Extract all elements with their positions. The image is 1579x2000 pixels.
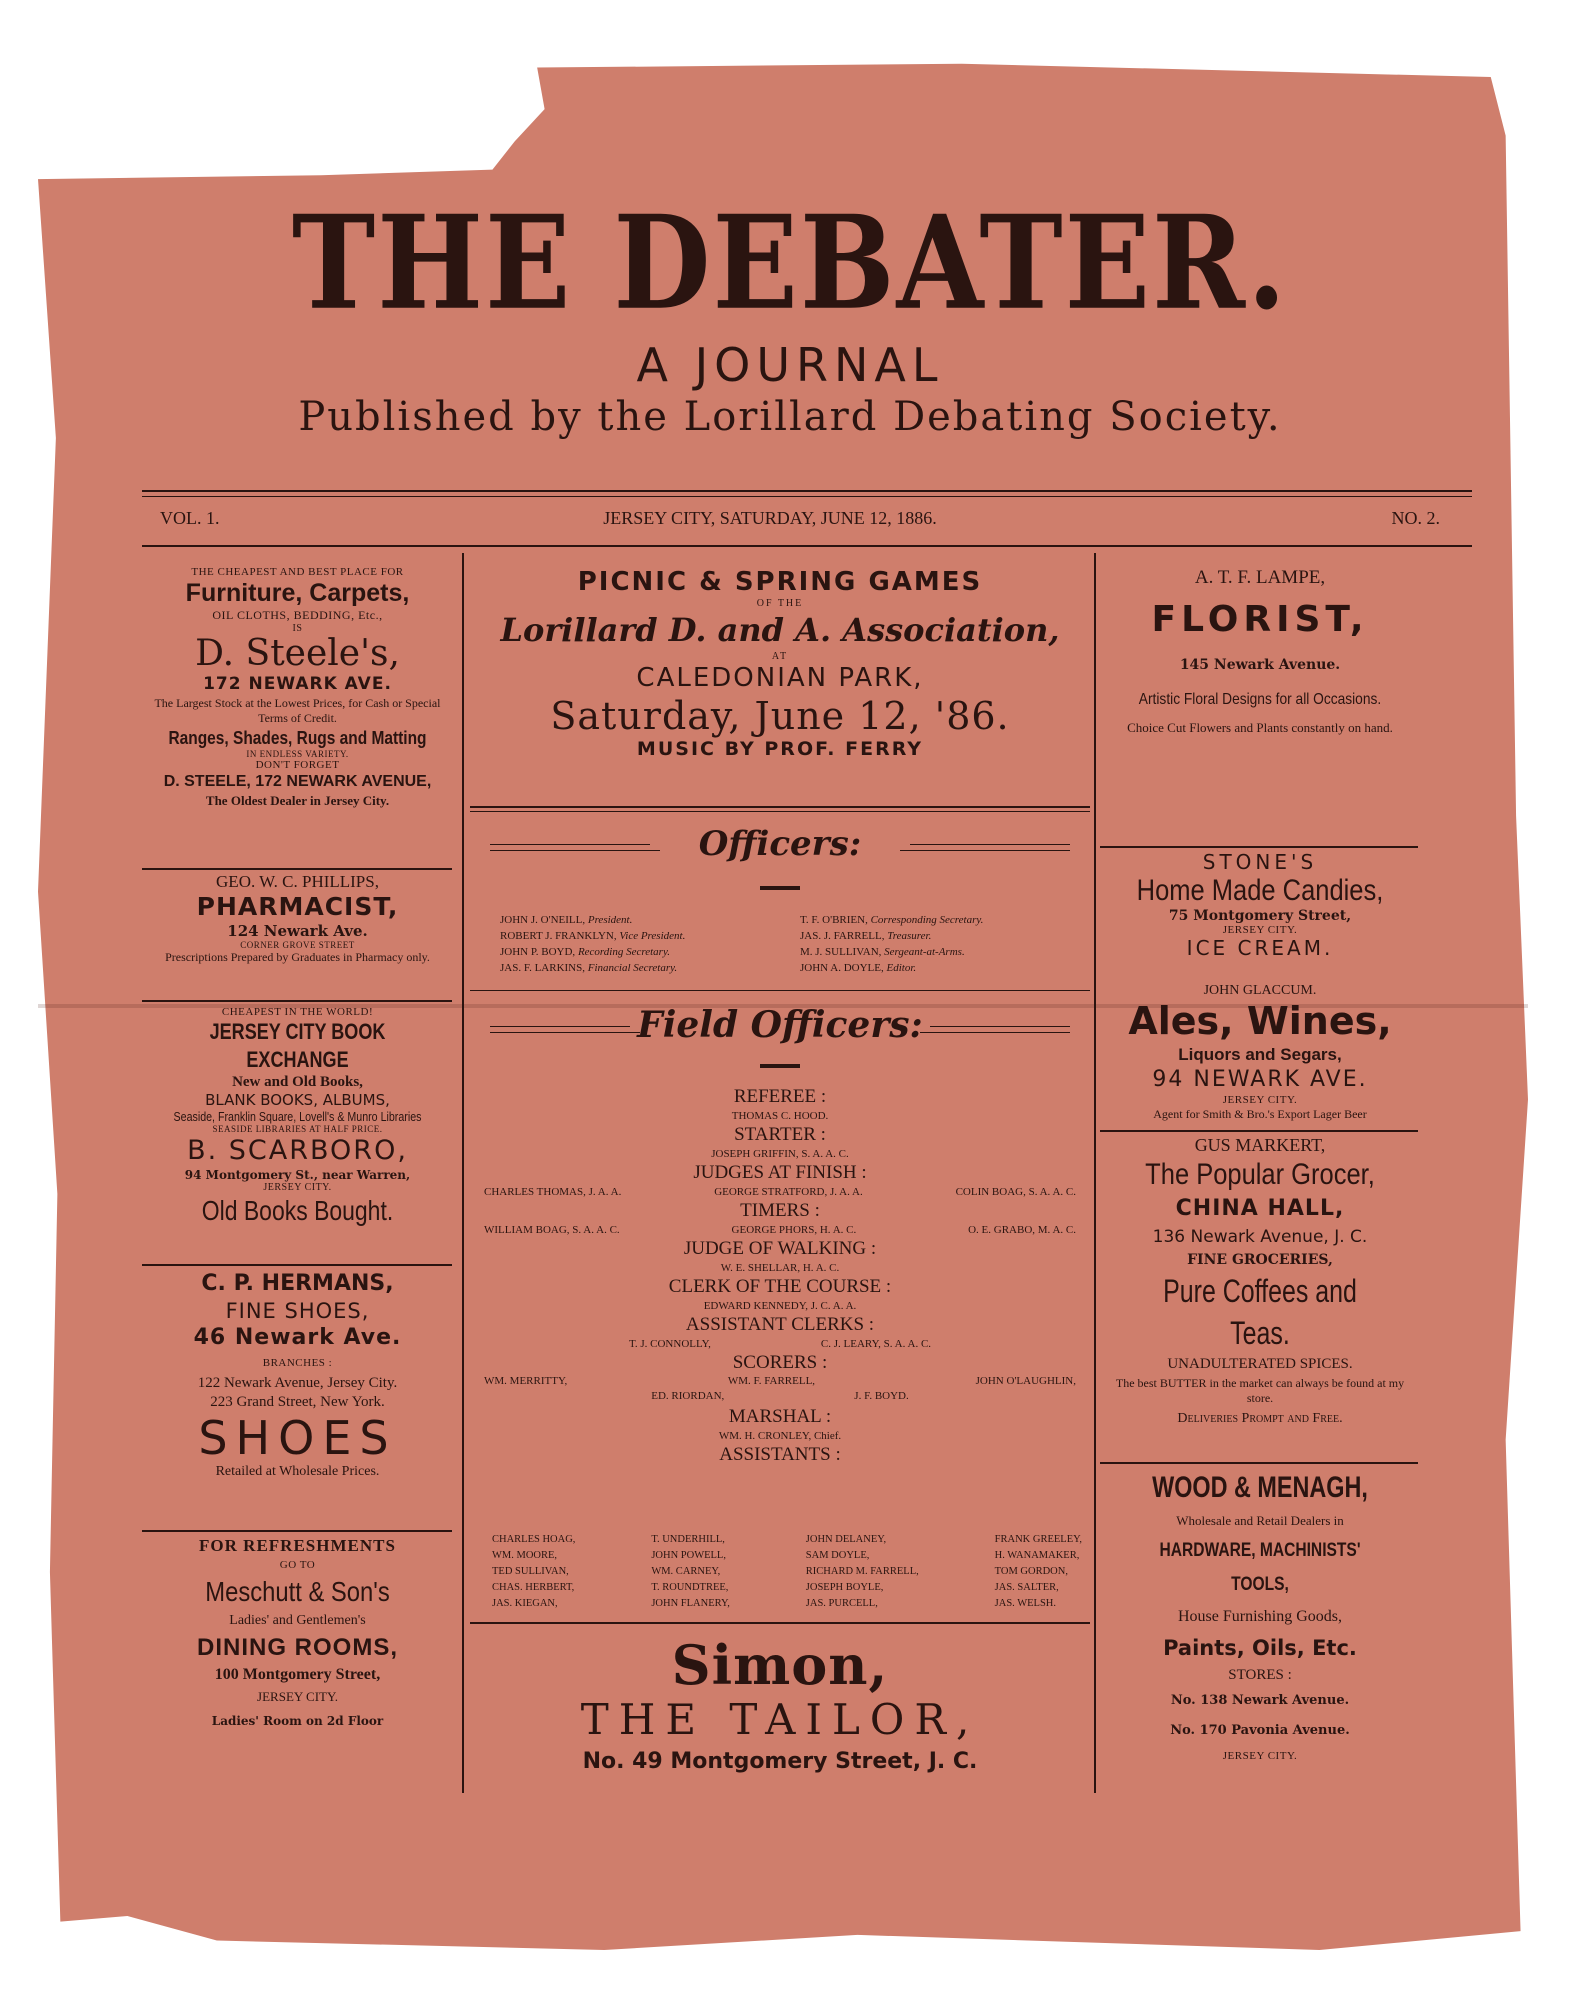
field-header <box>480 1004 1080 1054</box>
field-heading: Field Officers: <box>637 1004 923 1046</box>
markert-line1: GUS MARKERT, <box>1194 1135 1326 1155</box>
wood-line4: House Furnishing Goods, <box>1177 1608 1342 1625</box>
field-flourish-right <box>930 1026 1070 1027</box>
timers-label: TIMERS : <box>740 1200 820 1221</box>
masthead-publisher: Published by the Lorillard Debating Society. <box>298 394 1282 440</box>
hermans-line8: Retailed at Wholesale Prices. <box>215 1464 380 1479</box>
right-divider-2 <box>1100 1130 1418 1132</box>
lampe-line1: A. T. F. LAMPE, <box>1194 567 1326 588</box>
steele-line10: DON'T FORGET <box>255 759 340 771</box>
steele-line1: THE CHEAPEST AND BEST PLACE FOR <box>191 566 404 578</box>
wood-line1: WOOD & MENAGH, <box>1152 1471 1368 1504</box>
hermans-line2: FINE SHOES, <box>225 1299 370 1323</box>
officer-row: ROBERT J. FRANKLYN, Vice President. <box>500 930 686 942</box>
timers-row: WILLIAM BOAG, S. A. A. C. GEORGE PHORS, H. A. C. O. E. GRABO, M. A. C. <box>484 1224 1076 1236</box>
marshal-label: MARSHAL : <box>728 1406 832 1427</box>
phillips-line5: Prescriptions Prepared by Graduates in Pharmacy only. <box>165 950 430 964</box>
referee-name: THOMAS C. HOOD. <box>731 1110 829 1122</box>
scorers-row-1: WM. MERRITTY, WM. F. FARRELL, JOHN O'LAUGHLIN, <box>484 1375 1076 1387</box>
glaccum-line4: 94 NEWARK AVE. <box>1152 1067 1368 1092</box>
steele-line3: OIL CLOTHS, BEDDING, Etc., <box>212 608 383 622</box>
ad-lampe <box>1100 566 1420 735</box>
ad-phillips <box>140 872 455 964</box>
glaccum-line6: Agent for Smith & Bro.'s Export Lager Beer <box>1153 1107 1367 1121</box>
meschutt-line3: Meschutt & Son's <box>205 1576 390 1607</box>
steele-line11: D. STEELE, 172 NEWARK AVENUE, <box>163 773 432 790</box>
book-line5: Seaside, Franklin Square, Lovell's & Munro Libraries <box>173 1109 422 1124</box>
judges-label: JUDGES AT FINISH : <box>693 1162 867 1183</box>
center-divider-3 <box>470 1622 1090 1624</box>
book-line9: JERSEY CITY. <box>263 1182 332 1193</box>
volume-label: VOL. 1. <box>160 508 220 528</box>
glaccum-line1: JOHN GLACCUM. <box>1203 983 1317 998</box>
book-line10: Old Books Bought. <box>201 1195 394 1226</box>
dateline <box>160 508 1460 534</box>
meschutt-line1: FOR REFRESHMENTS <box>199 1536 396 1555</box>
steele-line9: IN ENDLESS VARIETY. <box>246 749 349 759</box>
steele-line7: The Largest Stock at the Lowest Prices, for Cash or Special Terms of Credit. <box>154 696 441 725</box>
ad-meschutt <box>140 1536 455 1734</box>
lampe-line4: Artistic Floral Designs for all Occasions. <box>1138 691 1382 708</box>
steele-line4: IS <box>292 623 303 634</box>
meschutt-line4: Ladies' and Gentlemen's <box>229 1613 366 1628</box>
field-flourish-left-2 <box>490 1032 640 1033</box>
rule-top <box>142 490 1472 492</box>
meschutt-line8: Ladies' Room on 2d Floor <box>211 1714 384 1728</box>
steele-line12: The Oldest Dealer in Jersey City. <box>205 793 390 808</box>
officer-row: JOHN P. BOYD, Recording Secretary. <box>500 946 670 958</box>
officer-row: JAS. J. FARRELL, Treasurer. <box>800 930 932 942</box>
assistants-col-4: FRANK GREELEY, H. WANAMAKER, TOM GORDON, JAS. SALTER, JAS. WELSH. <box>994 1534 1082 1609</box>
masthead-title: THE DEBATER. <box>291 188 1289 339</box>
officers-flourish-right <box>910 844 1070 845</box>
scorers-row-2: ED. RIORDAN, J. F. BOYD. <box>651 1390 909 1402</box>
rule-top-thin <box>142 496 1472 497</box>
stone-line4: JERSEY CITY. <box>1222 924 1298 936</box>
officers-header <box>480 824 1080 870</box>
markert-line2: The Popular Grocer, <box>1145 1158 1375 1191</box>
book-line2: JERSEY CITY BOOK EXCHANGE <box>209 1019 386 1072</box>
glaccum-line2: Ales, Wines, <box>1128 999 1392 1043</box>
picnic-line2: OF THE <box>756 598 804 609</box>
left-divider-2 <box>142 1000 452 1002</box>
phillips-line4: CORNER GROVE STREET <box>240 940 355 950</box>
phillips-line2: PHARMACIST, <box>196 892 399 921</box>
walking-name: W. E. SHELLAR, H. A. C. <box>720 1262 840 1274</box>
ad-steele <box>140 566 455 809</box>
masthead <box>140 188 1440 441</box>
picnic-line3: Lorillard D. and A. Association, <box>500 611 1060 649</box>
lampe-line5: Choice Cut Flowers and Plants constantly on hand. <box>1127 720 1393 735</box>
steele-line2: Furniture, Carpets, <box>185 579 410 607</box>
book-line8: 94 Montgomery St., near Warren, <box>184 1168 411 1182</box>
officers-ornament <box>760 886 800 890</box>
picnic-line6: Saturday, June 12, '86. <box>550 694 1010 738</box>
markert-line4: 136 Newark Avenue, J. C. <box>1152 1227 1368 1247</box>
markert-line7: UNADULTERATED SPICES. <box>1167 1356 1353 1372</box>
assistants-col-1: CHARLES HOAG, WM. MOORE, TED SULLIVAN, CHAS. HERBERT, JAS. KIEGAN, <box>492 1534 576 1609</box>
officers-flourish-left <box>490 844 650 845</box>
hermans-line1: C. P. HERMANS, <box>201 1271 394 1296</box>
meschutt-line6: 100 Montgomery Street, <box>214 1666 381 1683</box>
markert-line5: FINE GROCERIES, <box>1187 1252 1333 1268</box>
markert-line3: CHINA HALL, <box>1175 1196 1345 1221</box>
steele-line6: 172 NEWARK AVE. <box>203 674 392 694</box>
officers-heading: Officers: <box>698 824 862 864</box>
walking-label: JUDGE OF WALKING : <box>683 1238 877 1259</box>
officer-row: M. J. SULLIVAN, Sergeant-at-Arms. <box>800 946 965 958</box>
ad-wood-menagh <box>1100 1468 1420 1766</box>
book-line1: CHEAPEST IN THE WORLD! <box>221 1006 374 1018</box>
left-divider-1 <box>142 868 452 870</box>
meschutt-line2: GO TO <box>279 1559 316 1571</box>
ad-book-exchange <box>140 1006 455 1229</box>
officers-list-left <box>500 912 780 976</box>
field-ornament <box>760 1064 800 1068</box>
meschutt-line7: JERSEY CITY. <box>257 1689 338 1704</box>
hermans-line4: BRANCHES : <box>262 1357 333 1369</box>
markert-line8: The best BUTTER in the market can always be found at my store. <box>1115 1376 1405 1405</box>
book-line3: New and Old Books, <box>232 1074 363 1090</box>
officer-row: JOHN J. O'NEILL, President. <box>500 914 633 926</box>
picnic-line4: AT <box>771 651 789 662</box>
officers-flourish-left-2 <box>490 850 660 851</box>
stone-line1: STONE'S <box>1202 850 1318 874</box>
asst-clerks-row: T. J. CONNOLLY, C. J. LEARY, S. A. A. C. <box>628 1338 932 1350</box>
steele-line8: Ranges, Shades, Rugs and Matting <box>168 728 427 748</box>
clerk-label: CLERK OF THE COURSE : <box>668 1276 892 1297</box>
book-line6: SEASIDE LIBRARIES AT HALF PRICE. <box>212 1124 383 1134</box>
simon-line2: THE TAILOR, <box>580 1695 980 1744</box>
stone-line2: Home Made Candies, <box>1136 874 1384 907</box>
left-divider-3 <box>142 1264 452 1266</box>
wood-line8: No. 170 Pavonia Avenue. <box>1170 1723 1350 1738</box>
clerk-name: EDWARD KENNEDY, J. C. A. A. <box>703 1300 857 1312</box>
asst-clerks-label: ASSISTANT CLERKS : <box>685 1314 875 1335</box>
lampe-line3: 145 Newark Avenue. <box>1179 657 1341 673</box>
right-divider-3 <box>1100 1462 1418 1464</box>
hermans-line3: 46 Newark Ave. <box>193 1325 402 1350</box>
ad-stone <box>1100 850 1420 960</box>
marshal-name: WM. H. CRONLEY, Chief. <box>718 1430 842 1442</box>
phillips-line1: GEO. W. C. PHILLIPS, <box>216 872 379 891</box>
glaccum-line5: JERSEY CITY. <box>1222 1094 1298 1106</box>
simon-line3: No. 49 Montgomery Street, J. C. <box>582 1749 978 1774</box>
officers-flourish-right-2 <box>900 850 1070 851</box>
glaccum-line3: Liquors and Segars, <box>1178 1045 1342 1064</box>
wood-line9: JERSEY CITY. <box>1222 1750 1298 1762</box>
scorers-label: SCORERS : <box>732 1352 828 1373</box>
ad-glaccum <box>1100 984 1420 1122</box>
picnic-line7: MUSIC BY PROF. FERRY <box>636 738 924 760</box>
field-flourish-left <box>490 1026 630 1027</box>
officer-row: JAS. F. LARKINS, Financial Secretary. <box>500 962 678 974</box>
steele-line5: D. Steele's, <box>195 633 400 674</box>
book-line7: B. SCARBORO, <box>187 1135 408 1166</box>
lampe-line2: FLORIST, <box>1151 599 1369 640</box>
center-divider-1b <box>470 811 1090 812</box>
hermans-line5: 122 Newark Avenue, Jersey City. <box>197 1375 398 1391</box>
markert-line9: Deliveries Prompt and Free. <box>1177 1411 1343 1426</box>
assistants-grid <box>492 1532 1082 1612</box>
assistants-col-3: JOHN DELANEY, SAM DOYLE, RICHARD M. FARRELL, JOSEPH BOYLE, JAS. PURCELL, <box>805 1534 919 1609</box>
column-rule-left <box>462 553 464 1793</box>
wood-line6: STORES : <box>1228 1667 1292 1683</box>
book-line4: BLANK BOOKS, ALBUMS, <box>205 1091 390 1109</box>
simon-line1: Simon, <box>671 1633 889 1697</box>
officer-row: T. F. O'BRIEN, Corresponding Secretary. <box>800 914 984 926</box>
officers-list-right <box>800 912 1090 976</box>
hermans-line7: SHOES <box>198 1411 397 1465</box>
ad-simon <box>470 1634 1090 1780</box>
wood-line5: Paints, Oils, Etc. <box>1163 1636 1357 1660</box>
column-rule-right <box>1094 553 1096 1793</box>
hermans-line6: 223 Grand Street, New York. <box>210 1394 385 1410</box>
phillips-line3: 124 Newark Ave. <box>227 922 368 940</box>
stone-line3: 75 Montgomery Street, <box>1168 908 1352 924</box>
right-divider-1 <box>1100 846 1418 848</box>
assistants-col-2: T. UNDERHILL, JOHN POWELL, WM. CARNEY, T. ROUNDTREE, JOHN FLANERY, <box>651 1534 730 1609</box>
field-flourish-right-2 <box>920 1032 1070 1033</box>
referee-label: REFEREE : <box>733 1086 827 1107</box>
picnic-line1: PICNIC & SPRING GAMES <box>577 567 983 597</box>
wood-line2: Wholesale and Retail Dealers in <box>1176 1513 1344 1528</box>
starter-label: STARTER : <box>734 1124 826 1145</box>
starter-name: JOSEPH GRIFFIN, S. A. A. C. <box>711 1148 849 1160</box>
wood-line3: HARDWARE, MACHINISTS' TOOLS, <box>1159 1540 1361 1595</box>
judges-row: CHARLES THOMAS, J. A. A. GEORGE STRATFORD, J. A. A. COLIN BOAG, S. A. A. C. <box>484 1186 1076 1198</box>
issue-number: NO. 2. <box>1391 508 1440 528</box>
picnic-line5: CALEDONIAN PARK, <box>636 663 924 693</box>
picnic-notice <box>470 566 1090 760</box>
officer-row: JOHN A. DOYLE, Editor. <box>800 962 917 974</box>
meschutt-line5: DINING ROOMS, <box>196 1634 398 1661</box>
markert-line6: Pure Coffees and Teas. <box>1163 1273 1357 1351</box>
wood-line7: No. 138 Newark Avenue. <box>1170 1693 1350 1708</box>
field-officers <box>470 1086 1090 1466</box>
left-divider-4 <box>142 1530 452 1532</box>
place-date: JERSEY CITY, SATURDAY, JUNE 12, 1886. <box>603 508 937 528</box>
center-divider-2 <box>470 990 1090 991</box>
center-divider-1 <box>470 806 1090 808</box>
assistants-label: ASSISTANTS : <box>719 1444 841 1465</box>
rule-bottom <box>142 545 1472 547</box>
masthead-subtitle: A JOURNAL <box>636 338 944 392</box>
ad-hermans <box>140 1270 455 1480</box>
ad-markert <box>1100 1134 1420 1430</box>
stone-line5: ICE CREAM. <box>1186 936 1334 960</box>
